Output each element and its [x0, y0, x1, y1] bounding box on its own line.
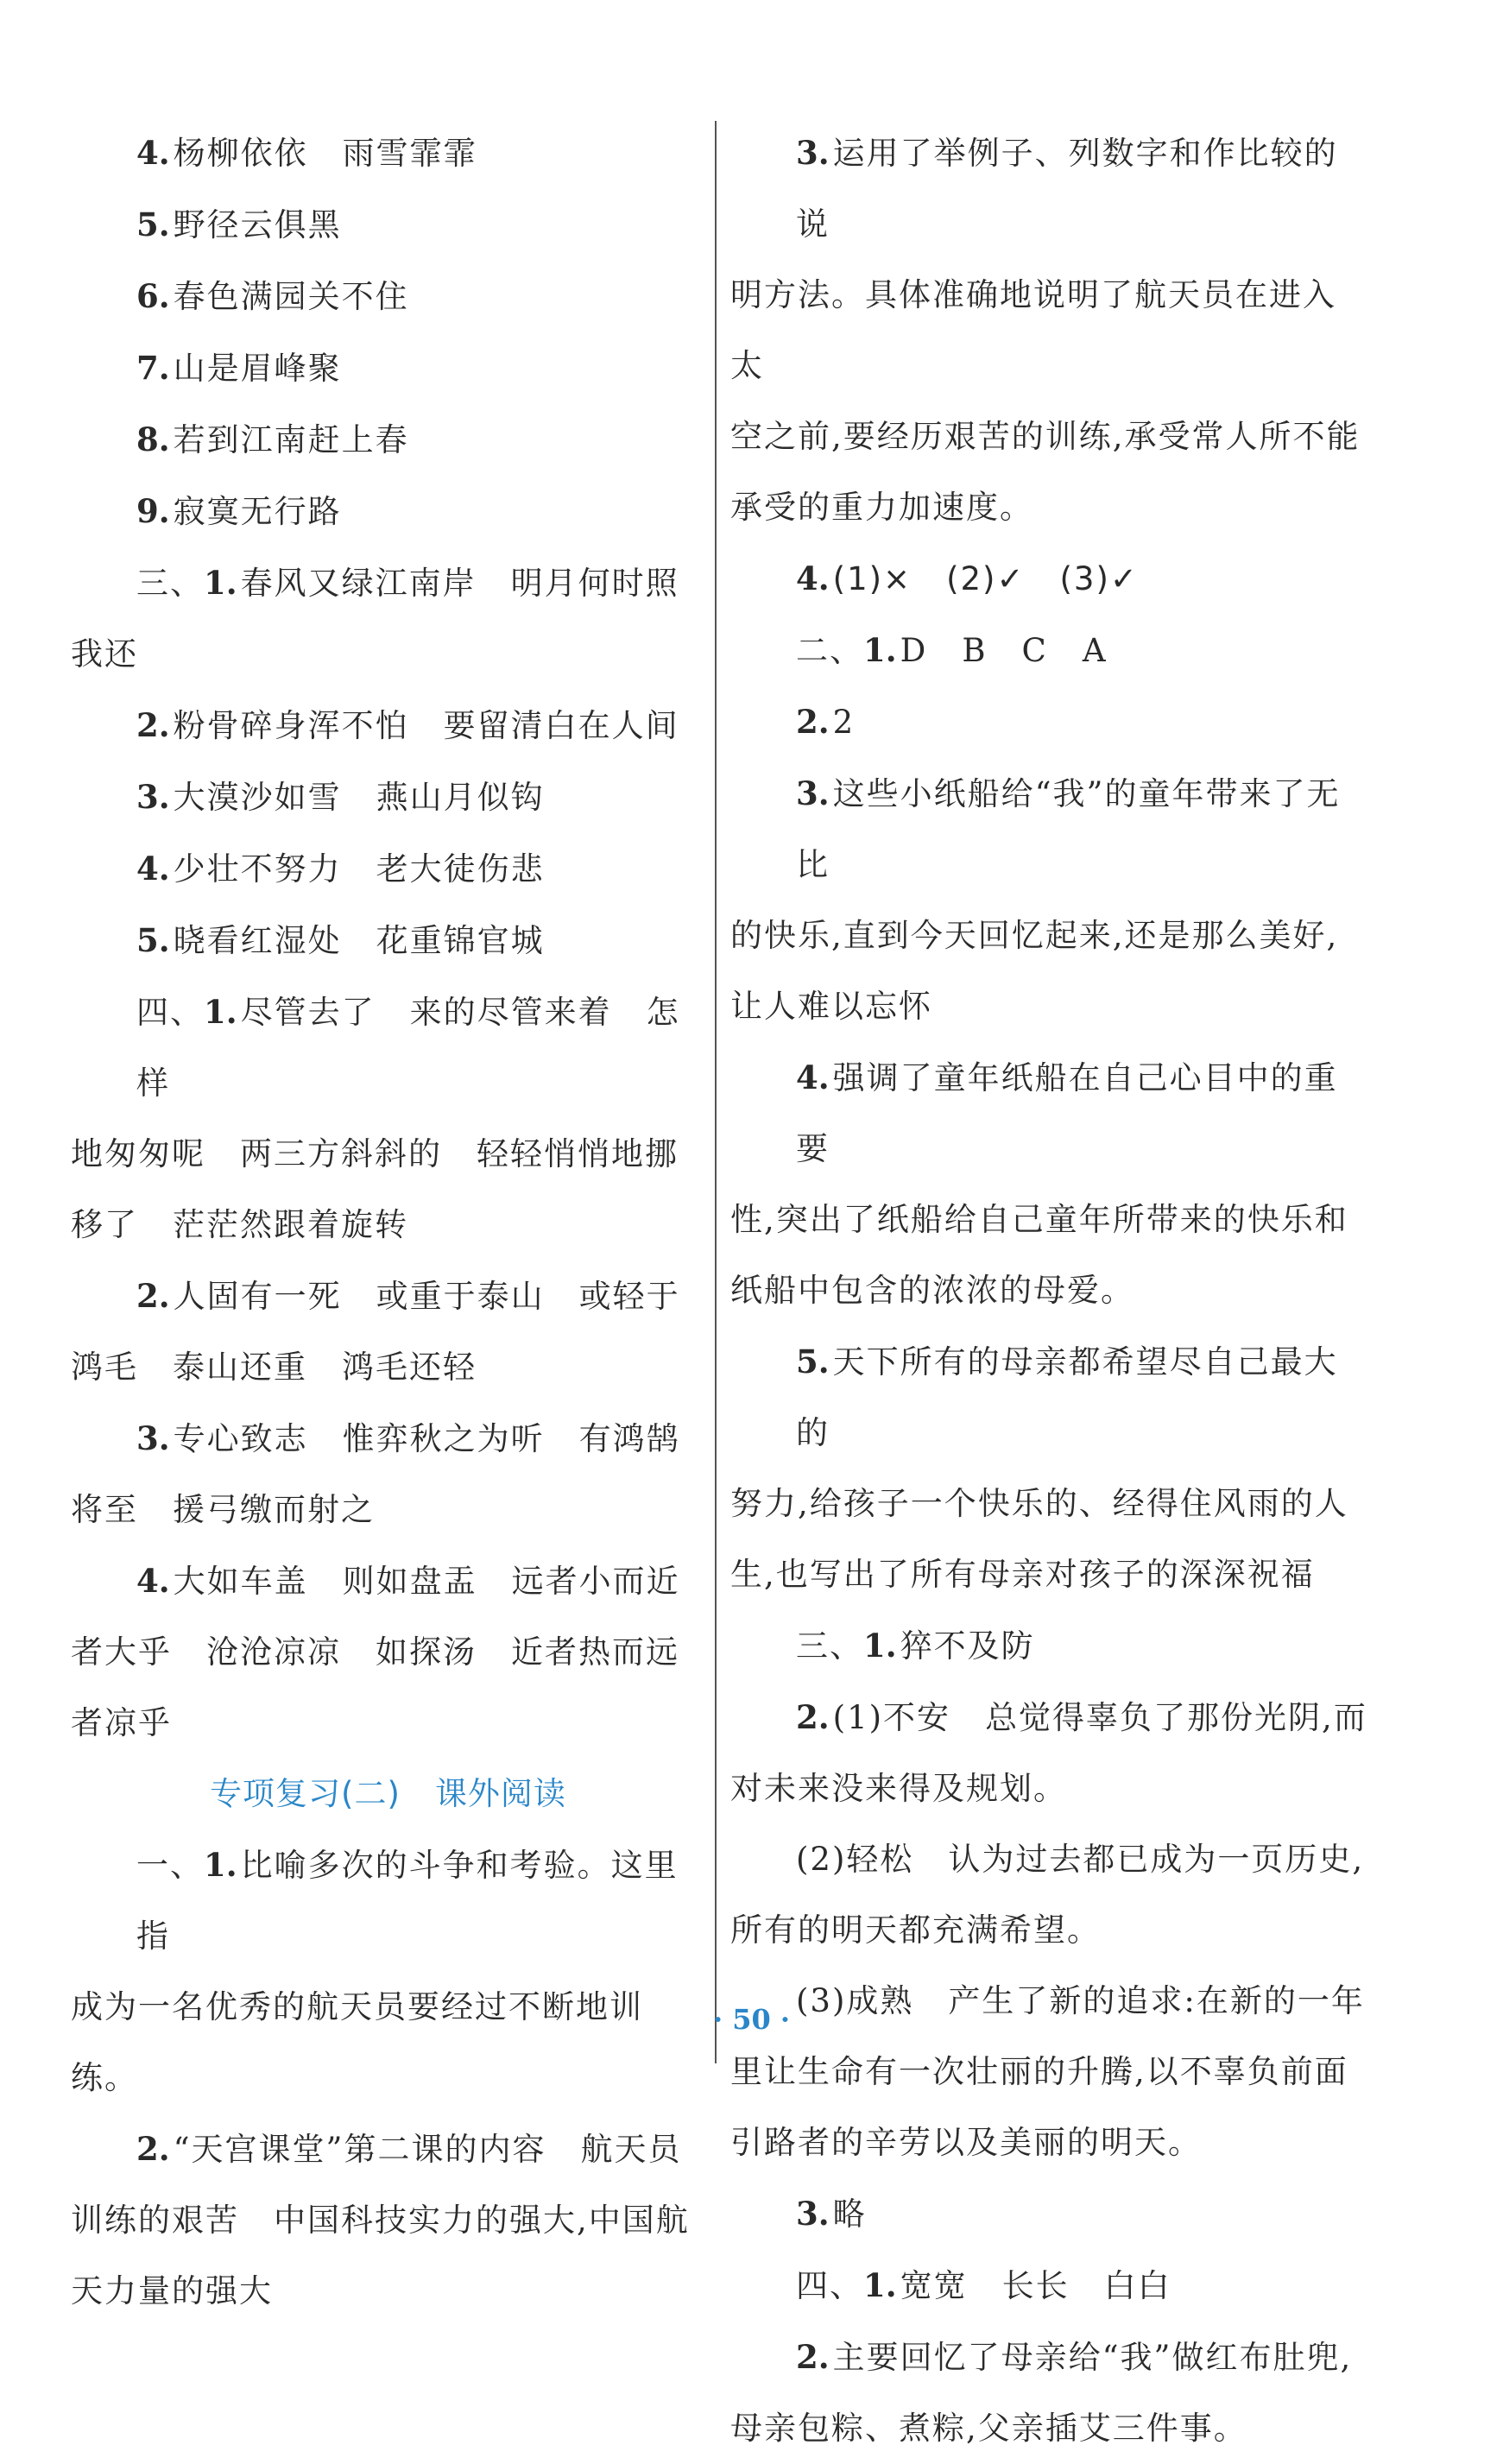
answer-line: (2)轻松 认为过去都已成为一页历史, — [796, 1841, 1365, 1878]
answer-line: 母亲包粽、煮粽,父亲插艾三件事。 — [730, 2410, 1247, 2447]
answer-line: 训练的艰苦 中国科技实力的强大,中国航 — [71, 2202, 690, 2239]
answer-line: 四、1. 尽管去了 来的尽管来着 怎样 — [136, 993, 680, 1102]
answer-line: 里让生命有一次壮丽的升腾,以不辜负前面 — [730, 2053, 1348, 2090]
answer-line: 2. 主要回忆了母亲给“我”做红布肚兜, — [796, 2338, 1353, 2376]
answer-line: (3)成熟 产生了新的追求:在新的一年 — [796, 1982, 1365, 2019]
answer-line: 3. 这些小纸船给“我”的童年带来了无比 — [796, 774, 1341, 883]
answer-line: 4. (1)× (2)✓ (3)✓ — [796, 559, 1139, 597]
answer-line: 三、1. 猝不及防 — [796, 1627, 1035, 1665]
answer-line: 移了 茫茫然跟着旋转 — [71, 1206, 408, 1243]
answer-line: 将至 援弓缴而射之 — [71, 1491, 375, 1528]
answer-line: 鸿毛 泰山还重 鸿毛还轻 — [71, 1349, 477, 1386]
answer-line: 明方法。具体准确地说明了航天员在进入太 — [730, 276, 1336, 384]
answer-line: 4. 少壮不努力 老大徒伤悲 — [136, 850, 545, 888]
answer-line: 6. 春色满园关不住 — [136, 277, 409, 315]
column-divider — [715, 121, 717, 2063]
answer-line: 三、1. 春风又绿江南岸 明月何时照 — [136, 564, 679, 602]
answer-line: 所有的明天都充满希望。 — [730, 1911, 1101, 1949]
page-number: · 50 · — [712, 2003, 791, 2036]
answer-line: 5. 野径云俱黑 — [136, 205, 342, 243]
answer-line: 者凉乎 — [71, 1704, 172, 1741]
answer-line: 9. 寂寞无行路 — [136, 492, 342, 530]
answer-line: 一、1. 比喻多次的斗争和考验。这里指 — [136, 1846, 679, 1955]
answer-line: 生,也写出了所有母亲对孩子的深深祝福 — [730, 1556, 1315, 1593]
answer-line: 3. 略 — [796, 2195, 867, 2233]
answer-line: 5. 晓看红湿处 花重锦官城 — [136, 921, 545, 959]
answer-line: 引路者的辛劳以及美丽的明天。 — [730, 2124, 1202, 2161]
answer-line: 四、1. 宽宽 长长 白白 — [796, 2266, 1171, 2304]
right-column — [730, 117, 1369, 2464]
answer-line: 性,突出了纸船给自己童年所带来的快乐和 — [730, 1201, 1348, 1238]
answer-line: 3. 运用了举例子、列数字和作比较的说 — [796, 134, 1338, 243]
answer-line: 空之前,要经历艰苦的训练,承受常人所不能 — [730, 418, 1361, 455]
answer-line: 2. (1)不安 总觉得辜负了那份光阴,而 — [796, 1698, 1367, 1736]
answer-line: 地匆匆呢 两三方斜斜的 轻轻悄悄地挪 — [71, 1135, 679, 1172]
answer-line: 纸船中包含的浓浓的母爱。 — [730, 1272, 1134, 1309]
answer-line: 8. 若到江南赶上春 — [136, 420, 409, 458]
answer-line: 努力,给孩子一个快乐的、经得住风雨的人 — [730, 1485, 1348, 1522]
answer-line: 者大乎 沧沧凉凉 如探汤 近者热而远 — [71, 1633, 679, 1671]
answer-line: 2. 人固有一死 或重于泰山 或轻于 — [136, 1277, 680, 1315]
left-column — [71, 117, 705, 2327]
answer-line: 4. 大如车盖 则如盘盂 远者小而近 — [136, 1562, 680, 1600]
answer-line: 的快乐,直到今天回忆起来,还是那么美好, — [730, 917, 1339, 954]
answer-line: 7. 山是眉峰聚 — [136, 349, 342, 387]
answer-line: 3. 大漠沙如雪 燕山月似钩 — [136, 778, 545, 816]
answer-line: 4. 强调了童年纸船在自己心目中的重要 — [796, 1058, 1338, 1167]
answer-line: 2. “天宫课堂”第二课的内容 航天员 — [136, 2130, 682, 2168]
answer-line: 天力量的强大 — [71, 2272, 273, 2309]
answer-line: 3. 专心致志 惟弈秋之为听 有鸿鹄 — [136, 1419, 680, 1457]
answer-line: 2. 粉骨碎身浑不怕 要留清白在人间 — [136, 706, 679, 744]
answer-line: 2. 2 — [796, 703, 856, 741]
answer-line: 成为一名优秀的航天员要经过不断地训练。 — [71, 1988, 643, 2096]
answer-line: 承受的重力加速度。 — [730, 489, 1033, 526]
section-title: 专项复习(二) 课外阅读 — [210, 1775, 566, 1812]
answer-line: 二、1. D B C A — [796, 631, 1108, 669]
answer-line: 4. 杨柳依依 雨雪霏霏 — [136, 134, 477, 172]
answer-line: 对未来没来得及规划。 — [730, 1770, 1067, 1807]
answer-line: 让人难以忘怀 — [730, 988, 932, 1025]
answer-line: 我还 — [71, 635, 138, 673]
answer-line: 5. 天下所有的母亲都希望尽自己最大的 — [796, 1343, 1338, 1451]
